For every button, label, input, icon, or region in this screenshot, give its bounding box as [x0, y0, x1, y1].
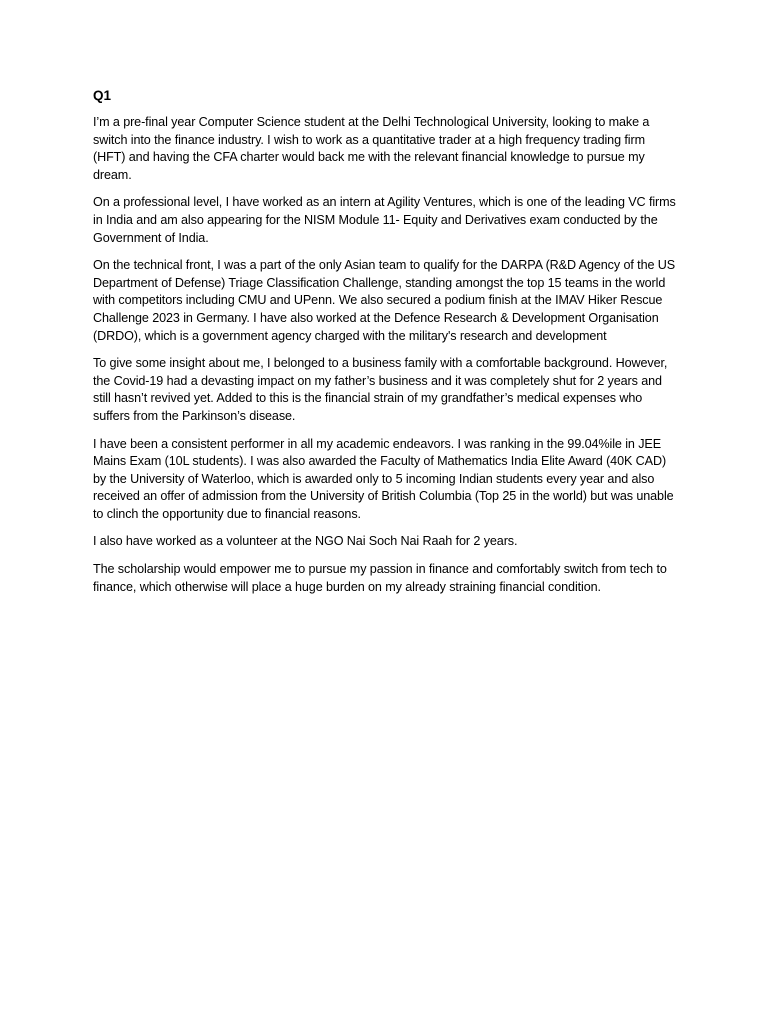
question-heading: Q1: [93, 88, 112, 103]
paragraph-scholarship: The scholarship would empower me to pursue my passion in finance and comfortably switch from tech to finance, which otherwise will place a huge burden on my already straining financial condition.: [93, 562, 667, 594]
paragraph-volunteer: I also have worked as a volunteer at the NGO Nai Soch Nai Raah for 2 years.: [93, 534, 518, 549]
document-page: [93, 86, 679, 606]
paragraph-background: To give some insight about me, I belonged to a business family with a comfortable background. However, the Covid-19 had a devasting impact on my father’s business and it was completely shut for 2 years and still hasn’t revived yet. Added to this is the financial strain of my grandfather’s medical expenses who suffers from the Parkinson’s disease.: [93, 356, 668, 423]
paragraph-academic: I have been a consistent performer in all my academic endeavors. I was ranking in the 99.04%ile in JEE Mains Exam (10L students). I was also awarded the Faculty of Mathematics India Elite Award (40K CAD) by the University of Waterloo, which is awarded only to 5 incoming Indian students every year and also received an offer of admission from the University of British Columbia (Top 25 in the world) but was unable to clinch the opportunity due to financial reasons.: [93, 436, 674, 521]
paragraph-introduction: I’m a pre-final year Computer Science student at the Delhi Technological University, looking to make a switch into the finance industry. I wish to work as a quantitative trader at a high frequency trading firm (HFT) and having the CFA charter would back me with the relevant financial knowledge to pursue my dream.: [93, 115, 650, 182]
paragraph-technical: On the technical front, I was a part of the only Asian team to qualify for the DARPA (R&D Agency of the US Department of Defense) Triage Classification Challenge, standing amongst the top 15 teams in the world with competitors including CMU and UPenn. We also secured a podium finish at the IMAV Hiker Rescue Challenge 2023 in Germany. I have also worked at the Defence Research & Development Organisation (DRDO), which is a government agency charged with the military's research and development: [93, 258, 676, 343]
paragraph-professional: On a professional level, I have worked as an intern at Agility Ventures, which is one of the leading VC firms in India and am also appearing for the NISM Module 11- Equity and Derivatives exam conducted by the Government of India.: [93, 195, 676, 245]
